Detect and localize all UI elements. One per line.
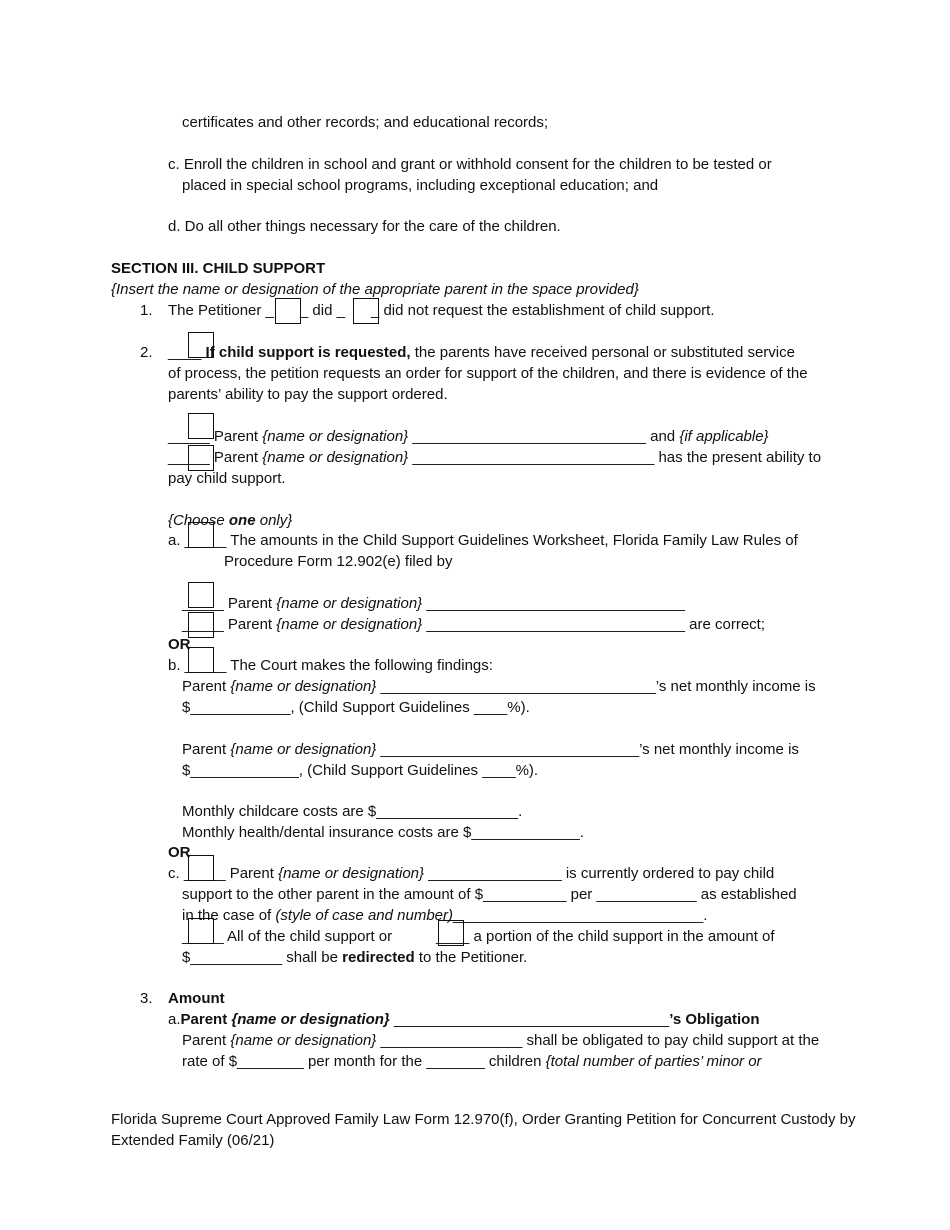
c-l3-post: ______________________________. <box>453 907 708 924</box>
option-a-line1: a. _____ The amounts in the Child Support Guidelines Worksheet, Florida Family Law Rules of <box>168 532 798 549</box>
item2-line3: parents’ ability to pay the support ordered. <box>168 386 448 403</box>
ap2-it: {name or designation} <box>276 616 423 633</box>
a-line: _________________________________ <box>389 1011 670 1028</box>
bp2-pre: Parent <box>182 741 231 758</box>
or-separator-1: OR <box>168 636 191 653</box>
item3-a-heading <box>168 1009 760 1030</box>
ap1-pre: _____ Parent <box>182 595 277 612</box>
item1-number: 1. <box>140 302 153 319</box>
present-ability-parent2 <box>168 447 821 468</box>
a-b1: Parent <box>180 1011 232 1028</box>
option-a-parent2-checkbox[interactable] <box>188 612 214 638</box>
option-a-checkbox[interactable] <box>188 522 214 548</box>
p2-mid: _____________________________ has the present ability to <box>408 449 822 466</box>
item1-text-a: The Petitioner _ <box>168 302 274 319</box>
option-a-parent1 <box>182 593 685 614</box>
option-b-checkbox[interactable] <box>188 647 214 673</box>
option-a-parent2 <box>182 614 765 635</box>
choose-it2: only} <box>255 512 293 529</box>
bp2-mid: _______________________________’s net monthly income is <box>376 741 799 758</box>
p2-it: {name or designation} <box>262 449 409 466</box>
a-pre: a. <box>168 1011 181 1028</box>
parent1-ability-checkbox[interactable] <box>188 413 214 439</box>
item3-title: Amount <box>168 990 225 1007</box>
a-b2: ’s Obligation <box>669 1011 760 1028</box>
footer-line2: Extended Family (06/21) <box>111 1132 275 1149</box>
ap2-pre: _____ Parent <box>182 616 277 633</box>
p1-pre: _____ Parent <box>168 428 263 445</box>
option-b-parent1-income: $____________, (Child Support Guidelines ____%). <box>182 699 530 716</box>
option-b-parent2-income: $_____________, (Child Support Guidelines ____%). <box>182 762 539 779</box>
childcare-costs: Monthly childcare costs are $_________________. <box>182 803 523 820</box>
p1-it2: {if applicable} <box>679 428 769 445</box>
l2-it: {name or designation} <box>230 1032 377 1049</box>
section-heading: SECTION III. CHILD SUPPORT <box>111 260 326 277</box>
option-c-line4b: ____ a portion of the child support in the amount of <box>436 928 775 945</box>
bp2-it: {name or designation} <box>230 741 377 758</box>
l3-pre: rate of $________ per month for the _______ children <box>182 1053 546 1070</box>
l3-it: {total number of parties’ minor or <box>545 1053 762 1070</box>
item2-rest: the parents have received personal or substituted service <box>410 344 795 361</box>
item2-number: 2. <box>140 344 153 361</box>
c-l5-pre: $___________ shall be <box>182 949 343 966</box>
item2-line1 <box>168 342 838 363</box>
ap2-mid: _______________________________ are correct; <box>422 616 766 633</box>
p2-pre: _____ Parent <box>168 449 263 466</box>
a-bi: {name or designation} <box>231 1011 390 1028</box>
item2-bold: If child support is requested, <box>201 344 411 361</box>
choose-b: one <box>228 512 256 529</box>
option-a-line2: Procedure Form 12.902(e) filed by <box>224 553 453 570</box>
insurance-costs: Monthly health/dental insurance costs are $_____________. <box>182 824 584 841</box>
c-mid: ________________ is currently ordered to pay child <box>424 865 775 882</box>
p1-it: {name or designation} <box>262 428 409 445</box>
item2-line2: of process, the petition requests an order for support of the children, and there is evidence of the <box>168 365 808 382</box>
p1-mid: ____________________________ and <box>408 428 680 445</box>
c-l3-pre: in the case of <box>182 907 276 924</box>
section-instruction: {Insert the name or designation of the appropriate parent in the space provided} <box>111 281 639 298</box>
c-l5-b: redirected <box>342 949 415 966</box>
choose-one-instruction <box>168 510 292 531</box>
records-text: certificates and other records; and educational records; <box>182 114 549 131</box>
item1-text <box>168 300 715 321</box>
footer-line1: Florida Supreme Court Approved Family Law Form 12.970(f), Order Granting Petition for Concurrent Custody by <box>111 1111 856 1128</box>
item1-text-c: _ did not request the establishment of child support. <box>370 302 715 319</box>
l2-post: _________________ shall be obligated to pay child support at the <box>376 1032 820 1049</box>
child-support-requested-checkbox[interactable] <box>188 332 214 358</box>
bp1-it: {name or designation} <box>230 678 377 695</box>
item2-pre: ____ <box>168 344 202 361</box>
portion-child-support-checkbox[interactable] <box>438 920 464 946</box>
or-separator-2: OR <box>168 844 191 861</box>
petitioner-did-checkbox[interactable] <box>275 298 301 324</box>
bp1-mid: _________________________________’s net monthly income is <box>376 678 816 695</box>
option-c-line5 <box>182 947 527 968</box>
option-c-line2: support to the other parent in the amount of $__________ per ____________ as established <box>182 886 797 903</box>
present-ability-parent1 <box>168 426 769 447</box>
option-b-line1: b. _____ The Court makes the following findings: <box>168 657 493 674</box>
ap1-it: {name or designation} <box>276 595 423 612</box>
item-c-line1: c. Enroll the children in school and grant or withhold consent for the children to be tested or <box>168 156 772 173</box>
item3-a-line3 <box>182 1051 762 1072</box>
all-child-support-checkbox[interactable] <box>188 918 214 944</box>
option-b-parent1 <box>182 676 816 697</box>
petitioner-did-not-checkbox[interactable] <box>353 298 379 324</box>
c-pre: c. _____ Parent <box>168 865 279 882</box>
l2-pre: Parent <box>182 1032 231 1049</box>
bp1-pre: Parent <box>182 678 231 695</box>
choose-it1: {Choose <box>168 512 229 529</box>
item1-text-b: _ did _ <box>299 302 345 319</box>
c-l5-post: to the Petitioner. <box>414 949 528 966</box>
option-c-line1 <box>168 863 774 884</box>
item-c-line2: placed in special school programs, including exceptional education; and <box>182 177 659 194</box>
c-l3-it: (style of case and number) <box>275 907 453 924</box>
item3-a-line2 <box>182 1030 819 1051</box>
item-d: d. Do all other things necessary for the care of the children. <box>168 218 561 235</box>
option-b-parent2 <box>182 739 799 760</box>
option-c-line4a: _____ All of the child support or <box>182 928 393 945</box>
option-c-checkbox[interactable] <box>188 855 214 881</box>
option-a-parent1-checkbox[interactable] <box>188 582 214 608</box>
ap1-mid: _______________________________ <box>422 595 685 612</box>
c-it: {name or designation} <box>278 865 425 882</box>
pay-child-support: pay child support. <box>168 470 286 487</box>
item3-number: 3. <box>140 990 153 1007</box>
